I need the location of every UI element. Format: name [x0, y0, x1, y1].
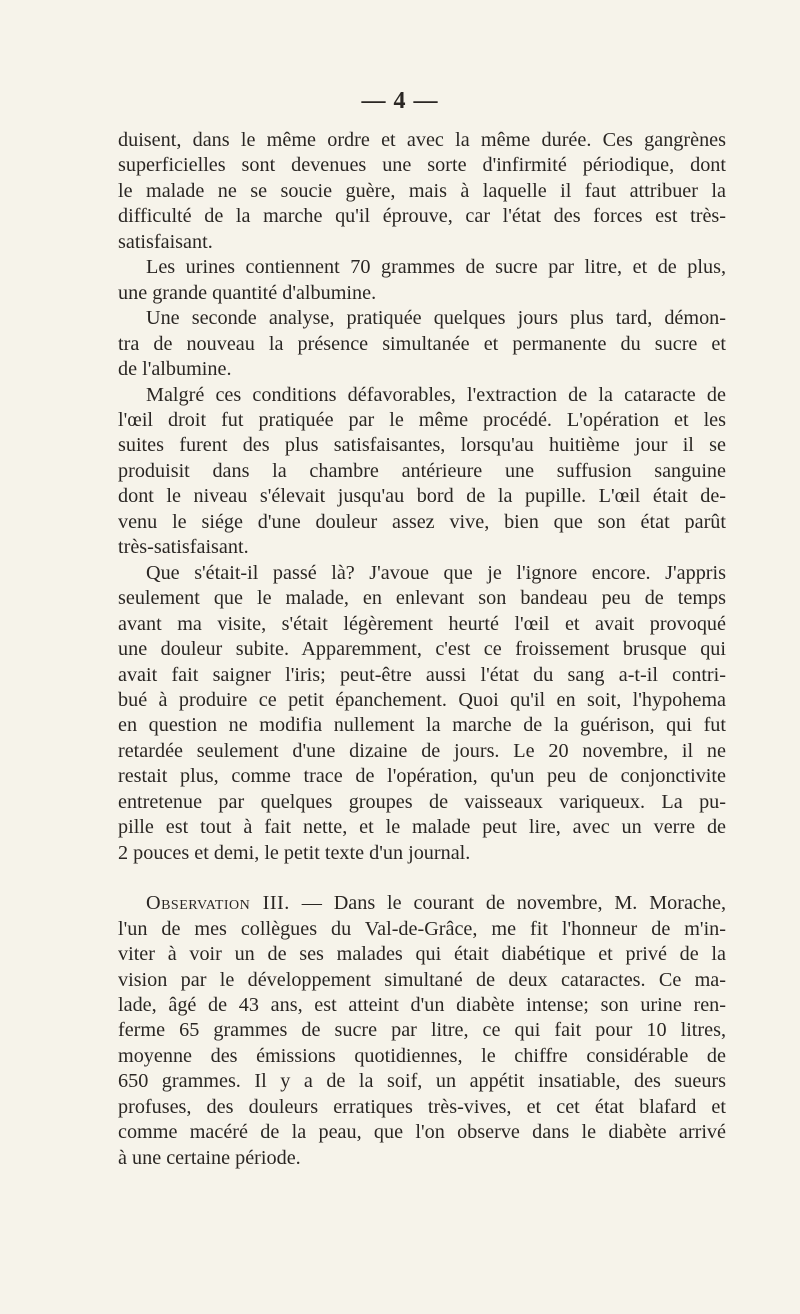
text-line: très-satisfaisant. — [118, 536, 249, 559]
text-line: retardée seulement d'une dizaine de jours. Le 20 novembre, il ne — [118, 739, 726, 762]
section-gap — [118, 866, 726, 891]
text-line: 2 pouces et demi, le petit texte d'un journal. — [118, 841, 471, 864]
text-line: lade, âgé de 43 ans, est atteint d'un diabète intense; son urine ren- — [118, 993, 726, 1016]
text-line: 650 grammes. Il y a de la soif, un appétit insatiable, des sueurs — [118, 1070, 726, 1093]
text-line: bué à produire ce petit épanchement. Quoi qu'il en soit, l'hypohema — [118, 688, 726, 711]
text-line: viter à voir un de ses malades qui était diabétique et privé de la — [118, 943, 726, 966]
observation-heading: Observation III. — [146, 892, 290, 915]
text-line: en question ne modifia nullement la marche de la guérison, qui fut — [118, 714, 726, 737]
text-line: venu le siége d'une douleur assez vive, bien que son état parût — [118, 510, 726, 533]
text-line: produisit dans la chambre antérieure une suffusion sanguine — [118, 459, 726, 482]
paragraph — [118, 561, 726, 866]
text-line: une douleur subite. Apparemment, c'est ce froissement brusque qui — [118, 638, 726, 661]
text-line: ferme 65 grammes de sucre par litre, ce qui fait pour 10 litres, — [118, 1019, 726, 1042]
text-line: moyenne des émissions quotidiennes, le chiffre considérable de — [118, 1044, 726, 1067]
observation-paragraph — [118, 891, 726, 1171]
text-line: satisfaisant. — [118, 230, 213, 253]
text-line: de l'albumine. — [118, 358, 232, 381]
text-line: seulement que le malade, en enlevant son bandeau peu de temps — [118, 587, 726, 610]
text-line: comme macéré de la peau, que l'on observe dans le diabète arrivé — [118, 1121, 726, 1144]
text-line: duisent, dans le même ordre et avec la même durée. Ces gangrènes — [118, 129, 726, 151]
body-text — [118, 128, 726, 1171]
text-line: profuses, des douleurs erratiques très-vives, et cet état blafard et — [118, 1095, 726, 1118]
text-line: Une seconde analyse, pratiquée quelques jours plus tard, démon- — [146, 307, 726, 330]
text-line: tra de nouveau la présence simultanée et permanente du sucre et — [118, 332, 726, 355]
paragraph — [118, 255, 726, 306]
text-line: suites furent des plus satisfaisantes, lorsqu'au huitième jour il se — [118, 434, 726, 457]
text-line: dont le niveau s'élevait jusqu'au bord de la pupille. L'œil était de- — [118, 485, 726, 508]
text-line: une grande quantité d'albumine. — [118, 281, 377, 304]
text-line: restait plus, comme trace de l'opération, qu'un peu de conjonctivite — [118, 765, 726, 788]
text-line: Que s'était-il passé là? J'avoue que je l'ignore encore. J'appris — [146, 561, 726, 584]
text-line: superficielles sont devenues une sorte d'infirmité périodique, dont — [118, 154, 726, 177]
page-number: — 4 — — [361, 88, 439, 114]
text-line: Les urines contiennent 70 grammes de sucre par litre, et de plus, — [146, 256, 726, 279]
text-line: avait fait saigner l'iris; peut-être aussi l'état du sang a-t-il contri- — [118, 663, 726, 686]
text-line: Malgré ces conditions défavorables, l'extraction de la cataracte de — [146, 383, 726, 406]
text-line: l'un de mes collègues du Val-de-Grâce, me fit l'honneur de m'in- — [118, 917, 726, 940]
paragraph — [118, 128, 726, 255]
text-line: difficulté de la marche qu'il éprouve, car l'état des forces est très- — [118, 205, 726, 228]
text-line: à une certaine période. — [118, 1146, 301, 1169]
text-line: avant ma visite, s'était légèrement heurté l'œil et avait provoqué — [118, 612, 726, 635]
text-line: vision par le développement simultané de deux cataractes. Ce ma- — [118, 968, 726, 991]
text-line: pille est tout à fait nette, et le malade peut lire, avec un verre de — [118, 816, 726, 839]
text-line — [118, 891, 726, 916]
text-line: entretenue par quelques groupes de vaisseaux variqueux. La pu- — [118, 790, 726, 813]
text-line: l'œil droit fut pratiquée par le même procédé. L'opération et les — [118, 408, 726, 431]
paragraph — [118, 306, 726, 382]
observation-intro: — Dans le courant de novembre, M. Morache, — [289, 892, 726, 915]
text-line: le malade ne se soucie guère, mais à laquelle il faut attribuer la — [118, 179, 726, 202]
paragraph — [118, 383, 726, 561]
